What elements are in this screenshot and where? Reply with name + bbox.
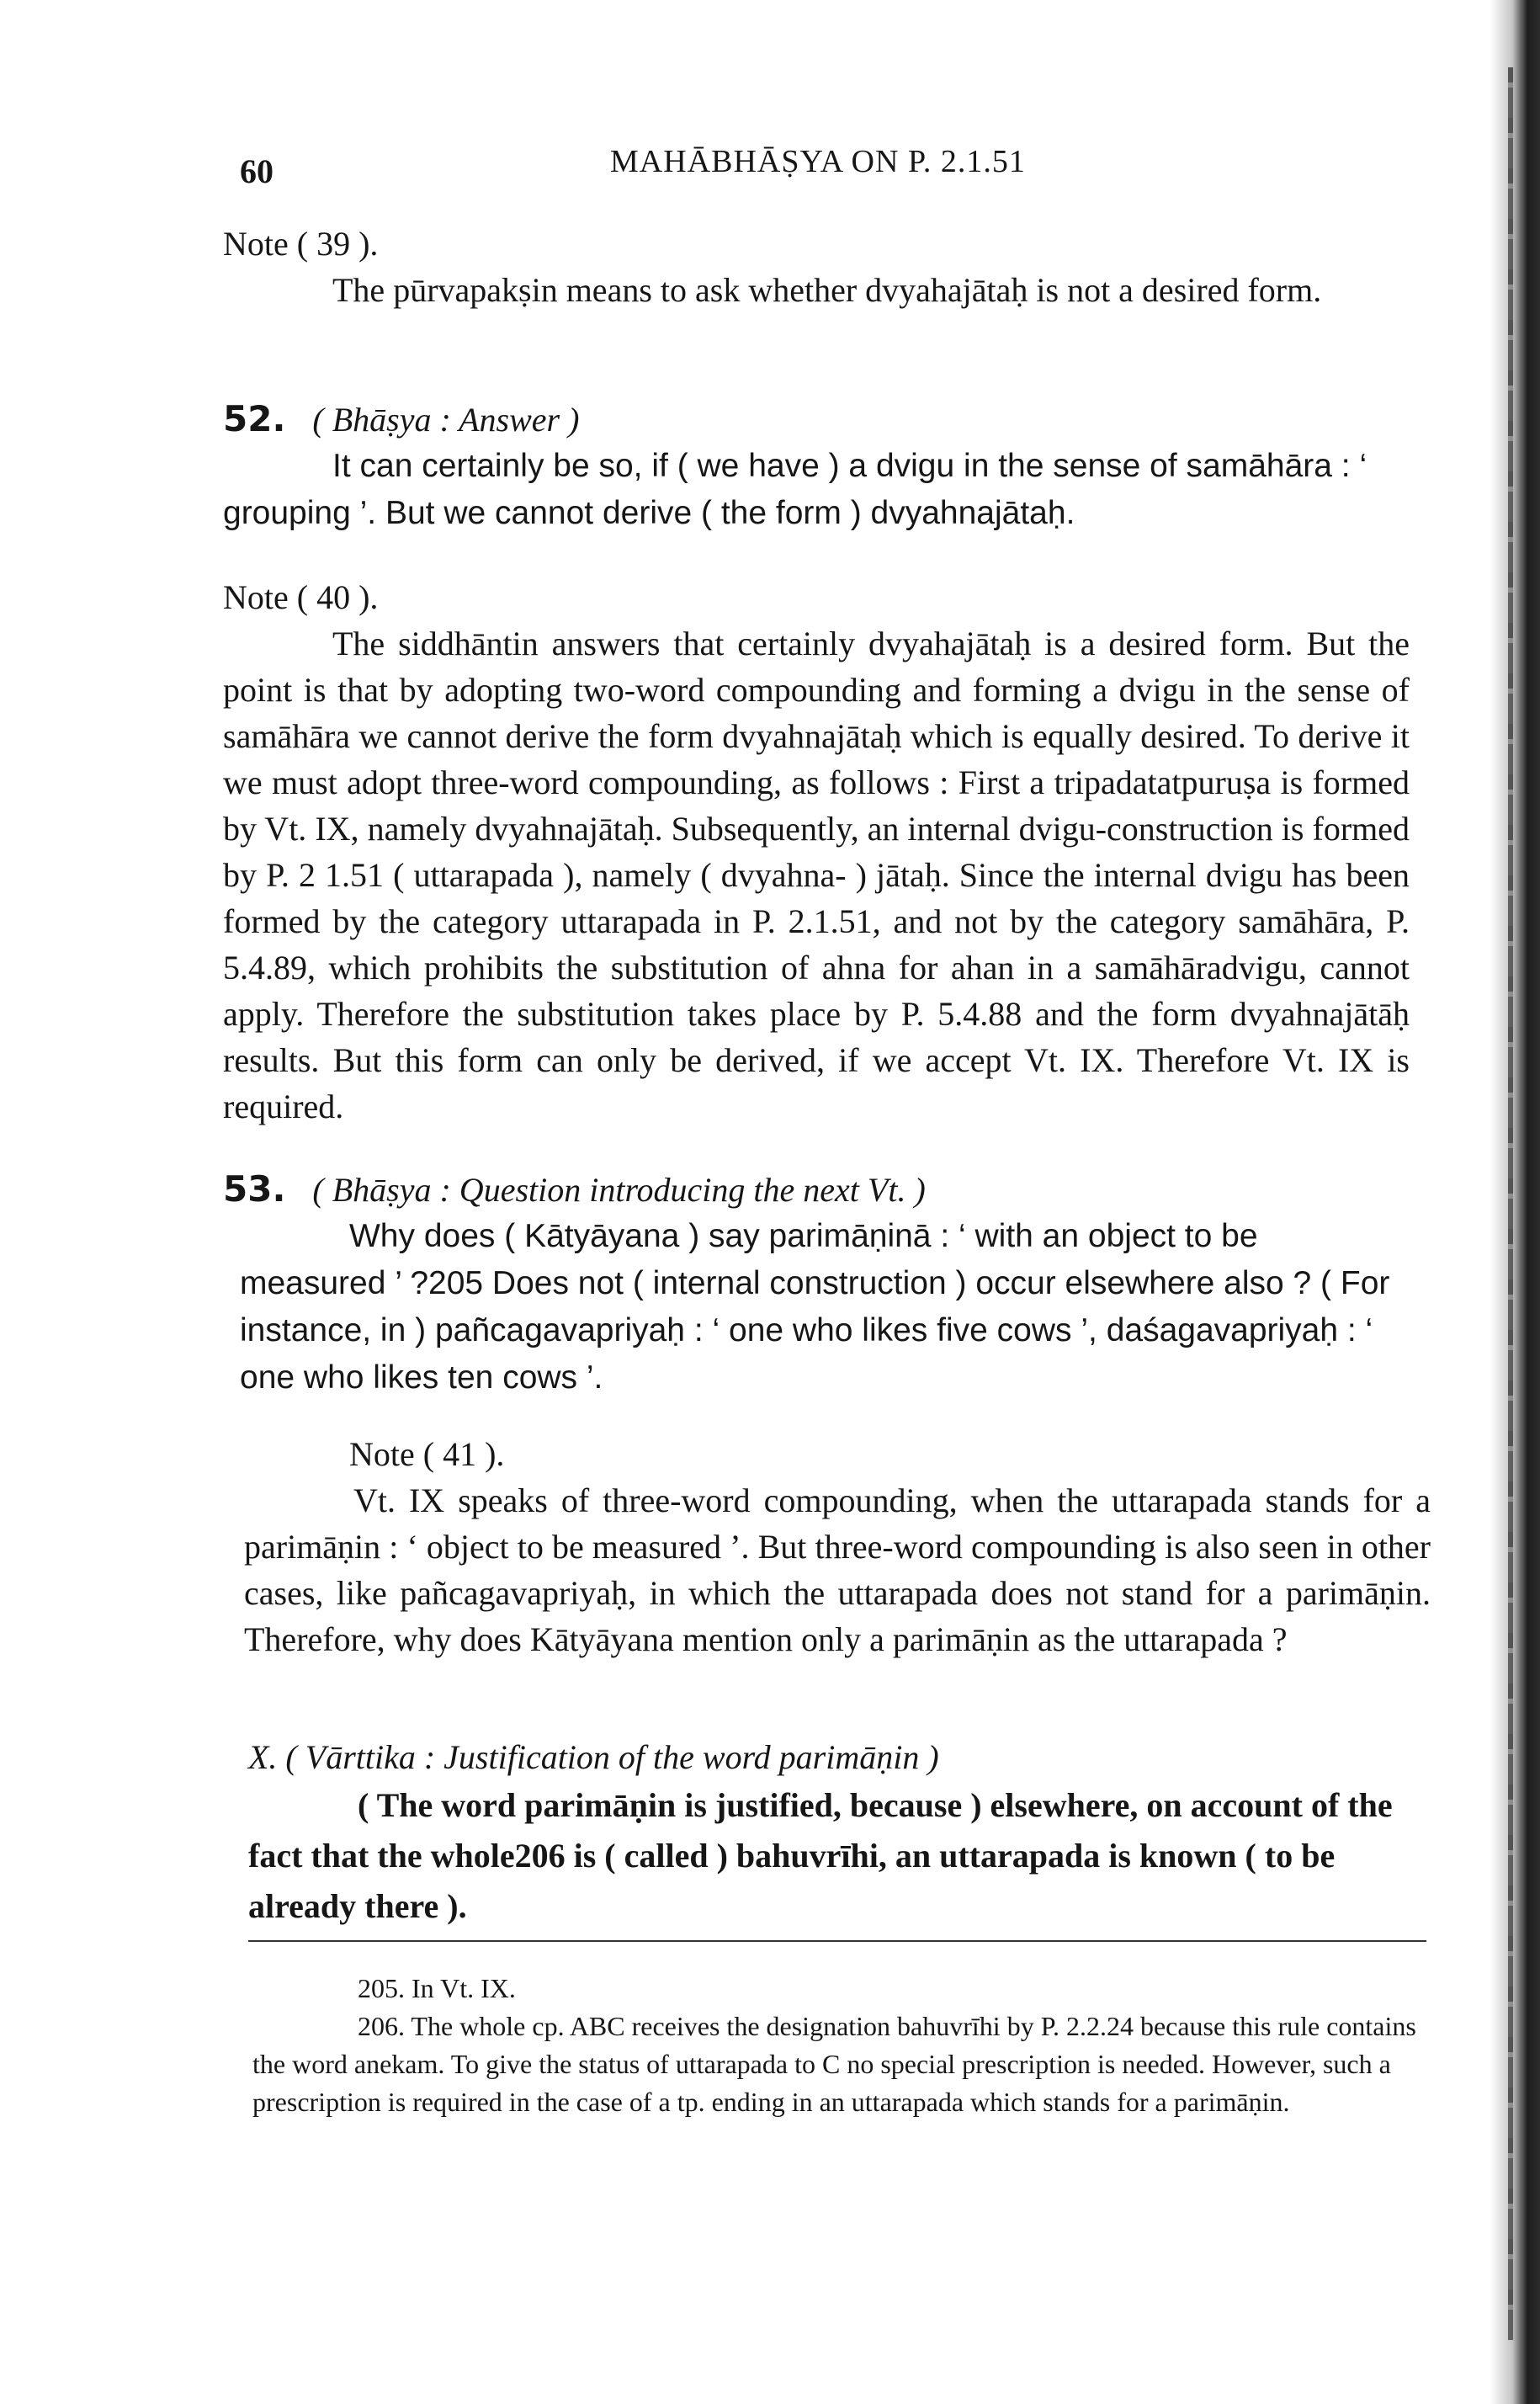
note-40-label: Note ( 40 ). bbox=[223, 578, 379, 616]
page-header bbox=[240, 143, 1452, 194]
section-53-heading bbox=[223, 1166, 1410, 1213]
scan-binding-edge bbox=[1490, 0, 1540, 2404]
section-52-text: It can certainly be so, if ( we have ) a dvigu in the sense of samāhāra : ‘ grouping ’. But we cannot derive ( the form ) dvyahnajātaḥ. bbox=[223, 448, 1367, 531]
section-52-label: ( Bhāṣya : Answer ) bbox=[312, 401, 580, 439]
section-53 bbox=[223, 1166, 1410, 1401]
running-title: MAHĀBHĀṢYA ON P. 2.1.51 bbox=[610, 144, 1026, 179]
note-40-text: The siddhāntin answers that certainly dvyahajātaḥ is a desired form. But the point is that by adopting two-word compounding and forming a dvigu in the sense of samāhāra we cannot derive the form dvyahnajātaḥ which is equally desired. To derive it we must adopt three-word compounding, as follows : First a tripadatatpuruṣa is formed by Vt. IX, namely dvyahnajātaḥ. Subsequently, an internal dvigu-construction is formed by P. 2 1.51 ( uttarapada ), namely ( dvyahna- ) jātaḥ. Since the internal dvigu has been formed by the category uttarapada in P. 2.1.51, and not by the category samāhāra, P. 5.4.89, which prohibits the substitution of ahna for ahan in a samāhāradvigu, cannot apply. Therefore the substitution takes place by P. 5.4.88 and the form dvyahnajātāḥ results. But this form can only be derived, if we accept Vt. IX. Therefore Vt. IX is required. bbox=[223, 625, 1410, 1125]
section-53-text: Why does ( Kātyāyana ) say parimāṇinā : ‘ with an object to be measured ’ ?205 Does not ( internal construction ) occur elsewhere also ? ( For instance, in ) pañcagavapriyaḥ : ‘ one who likes five cows ’, daśagavapriyaḥ : ‘ one who likes ten cows ’. bbox=[240, 1218, 1390, 1396]
note-39 bbox=[223, 221, 1410, 313]
section-53-number: 53. bbox=[223, 1168, 286, 1210]
section-52-number: 52. bbox=[223, 398, 286, 439]
note-41-text: Vt. IX speaks of three-word compounding, when the uttarapada stands for a parimāṇin : ‘ object to be measured ’. But three-word compounding is also seen in other cases, like pañcagavapriyaḥ, in which the uttarapada does not stand for a parimāṇin. Therefore, why does Kātyāyana mention only a parimāṇin as the uttarapada ? bbox=[244, 1481, 1431, 1658]
footnote-205 bbox=[358, 1970, 1439, 2008]
section-53-label: ( Bhāṣya : Question introducing the next Vt. ) bbox=[312, 1171, 926, 1209]
section-52 bbox=[223, 396, 1410, 537]
section-52-heading bbox=[223, 396, 1410, 443]
footnote-206 bbox=[252, 2008, 1439, 2121]
footnote-205-number: 205. bbox=[358, 1973, 405, 2003]
footnote-206-text: The whole cp. ABC receives the designation bahuvrīhi by P. 2.2.24 because this rule contains the word anekam. To give the status of uttarapada to C no special prescription is needed. However, such a prescription is required in the case of a tp. ending in an uttarapada which stands for a parimāṇin. bbox=[252, 2011, 1416, 2117]
note-41 bbox=[244, 1431, 1431, 1662]
varttika-text: ( The word parimāṇin is justified, because ) elsewhere, on account of the fact that the whole206 is ( called ) bahuvrīhi, an uttarapada is known ( to be already there ). bbox=[248, 1786, 1393, 1925]
footnote-205-text: In Vt. IX. bbox=[412, 1973, 516, 2003]
footnote-206-number: 206. bbox=[358, 2011, 405, 2041]
note-39-text: The pūrvapakṣin means to ask whether dvyahajātaḥ is not a desired form. bbox=[332, 271, 1322, 309]
page-number: 60 bbox=[240, 152, 273, 190]
note-40 bbox=[223, 574, 1410, 1130]
footnotes bbox=[252, 1970, 1439, 2121]
note-41-label: Note ( 41 ). bbox=[349, 1435, 505, 1473]
varttika-label: X. ( Vārttika : Justification of the word parimāṇin ) bbox=[248, 1738, 939, 1776]
note-39-label: Note ( 39 ). bbox=[223, 225, 379, 263]
varttika-x bbox=[248, 1734, 1435, 1932]
footnote-divider bbox=[248, 1940, 1426, 1942]
